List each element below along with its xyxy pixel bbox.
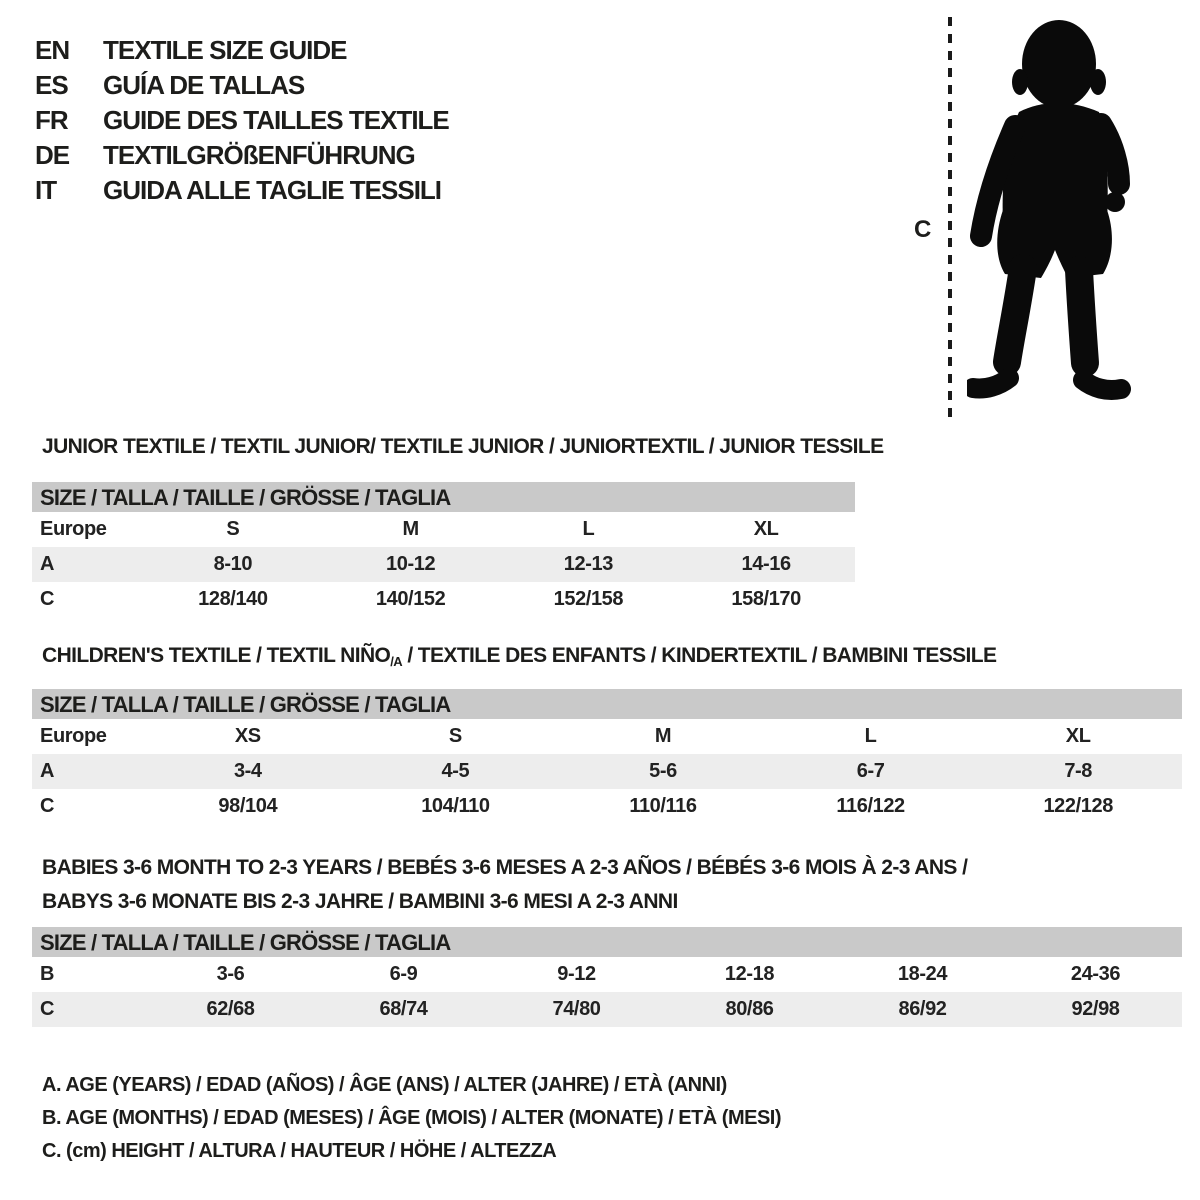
row-label: Europe [40, 518, 107, 540]
children-title-post: / TEXTILE DES ENFANTS / KINDERTEXTIL / BAMBINI TESSILE [402, 644, 997, 667]
cell: 14-16 [741, 553, 791, 575]
cell: 3-4 [233, 760, 262, 782]
babies-table [32, 957, 1182, 1027]
toddler-silhouette-icon [967, 18, 1133, 418]
row-label: C [40, 795, 55, 817]
junior-table [32, 512, 855, 617]
cell: 80/86 [725, 998, 774, 1020]
cell: 7-8 [1064, 760, 1093, 782]
footnote-c: C. (cm) HEIGHT / ALTURA / HAUTEUR / HÖHE / ALTEZZA [42, 1140, 557, 1162]
lang-title-es: GUÍA DE TALLAS [103, 70, 305, 100]
lang-title-en: TEXTILE SIZE GUIDE [103, 35, 347, 65]
size-bar-label: SIZE / TALLA / TAILLE / GRÖSSE / TAGLIA [40, 930, 451, 955]
babies-section-title [42, 851, 967, 919]
cell: 10-12 [386, 553, 436, 575]
cell: 8-10 [213, 553, 253, 575]
cell: S [448, 725, 462, 747]
height-label: C [914, 216, 932, 243]
cell: 5-6 [649, 760, 677, 782]
footnotes [42, 1074, 781, 1173]
footnote-a: A. AGE (YEARS) / EDAD (AÑOS) / ÂGE (ANS) / ALTER (JAHRE) / ETÀ (ANNI) [42, 1074, 727, 1096]
lang-title-fr: GUIDE DES TAILLES TEXTILE [103, 105, 449, 135]
row-label: A [40, 760, 55, 782]
children-size-table [32, 689, 1182, 824]
junior-size-bar [32, 482, 855, 512]
cell: 62/68 [206, 998, 255, 1020]
children-section-title [42, 644, 996, 669]
lang-code-en: EN [35, 35, 70, 65]
row-label: B [40, 963, 55, 985]
children-size-bar [32, 689, 1182, 719]
table-row [32, 992, 1182, 1027]
cell: 4-5 [441, 760, 470, 782]
cell: 116/122 [836, 795, 905, 817]
children-title-sub: /A [390, 654, 403, 669]
cell: 18-24 [897, 963, 948, 985]
lang-code-fr: FR [35, 105, 68, 135]
cell: 74/80 [552, 998, 601, 1020]
lang-code-it: IT [35, 175, 57, 205]
babies-title-line2: BABYS 3-6 MONATE BIS 2-3 JAHRE / BAMBINI 3-6 MESI A 2-3 ANNI [42, 890, 678, 913]
size-bar-label: SIZE / TALLA / TAILLE / GRÖSSE / TAGLIA [40, 692, 451, 717]
table-row [32, 754, 1182, 789]
table-row [32, 547, 855, 582]
cell: 98/104 [218, 795, 278, 817]
lang-code-de: DE [35, 140, 70, 170]
cell: 92/98 [1071, 998, 1120, 1020]
lang-code-es: ES [35, 70, 68, 100]
cell: M [654, 725, 672, 747]
lang-row-en [35, 33, 449, 68]
size-bar-label: SIZE / TALLA / TAILLE / GRÖSSE / TAGLIA [40, 485, 451, 510]
cell: 3-6 [216, 963, 245, 985]
cell: L [582, 518, 595, 540]
table-row [32, 719, 1182, 754]
cell: S [226, 518, 240, 540]
cell: 122/128 [1043, 795, 1113, 817]
cell: 140/152 [375, 588, 446, 610]
babies-title-line1: BABIES 3-6 MONTH TO 2-3 YEARS / BEBÉS 3-6 MESES A 2-3 AÑOS / BÉBÉS 3-6 MOIS À 2-3 ANS / [42, 856, 968, 879]
cell: 128/140 [198, 588, 268, 610]
lang-title-de: TEXTILGRÖßENFÜHRUNG [103, 140, 415, 170]
cell: 110/116 [629, 795, 697, 817]
cell: 104/110 [421, 795, 490, 817]
lang-row-fr [35, 103, 449, 138]
cell: 68/74 [379, 998, 428, 1020]
language-header [35, 33, 449, 208]
cell: L [864, 725, 877, 747]
row-label: A [40, 553, 55, 575]
lang-row-es [35, 68, 449, 103]
table-row [32, 957, 1182, 992]
cell: XL [753, 518, 779, 540]
cell: 158/170 [731, 588, 801, 610]
babies-size-bar [32, 927, 1182, 957]
cell: 86/92 [898, 998, 947, 1020]
cell: 24-36 [1070, 963, 1121, 985]
table-row [32, 512, 855, 547]
lang-title-it: GUIDA ALLE TAGLIE TESSILI [103, 175, 442, 205]
cell: 12-18 [724, 963, 775, 985]
junior-section-title: JUNIOR TEXTILE / TEXTIL JUNIOR/ TEXTILE JUNIOR / JUNIORTEXTIL / JUNIOR TESSILE [42, 435, 884, 458]
cell: XS [234, 725, 261, 747]
table-row [32, 789, 1182, 824]
footnote-b: B. AGE (MONTHS) / EDAD (MESES) / ÂGE (MOIS) / ALTER (MONATE) / ETÀ (MESI) [42, 1107, 782, 1129]
height-dashed-line [948, 17, 952, 417]
row-label: Europe [40, 725, 107, 747]
cell: 6-9 [389, 963, 418, 985]
lang-row-de [35, 138, 449, 173]
row-label: C [40, 588, 55, 610]
cell: XL [1065, 725, 1091, 747]
cell: 6-7 [856, 760, 885, 782]
children-title-pre: CHILDREN'S TEXTILE / TEXTIL NIÑO [42, 644, 391, 667]
children-table [32, 719, 1182, 824]
cell: 12-13 [563, 553, 613, 575]
lang-row-it [35, 173, 449, 208]
cell: M [402, 518, 419, 540]
table-row [32, 582, 855, 617]
cell: 9-12 [557, 963, 596, 985]
cell: 152/158 [553, 588, 624, 610]
babies-size-table [32, 927, 1182, 1027]
junior-size-table [32, 482, 855, 617]
row-label: C [40, 998, 55, 1020]
